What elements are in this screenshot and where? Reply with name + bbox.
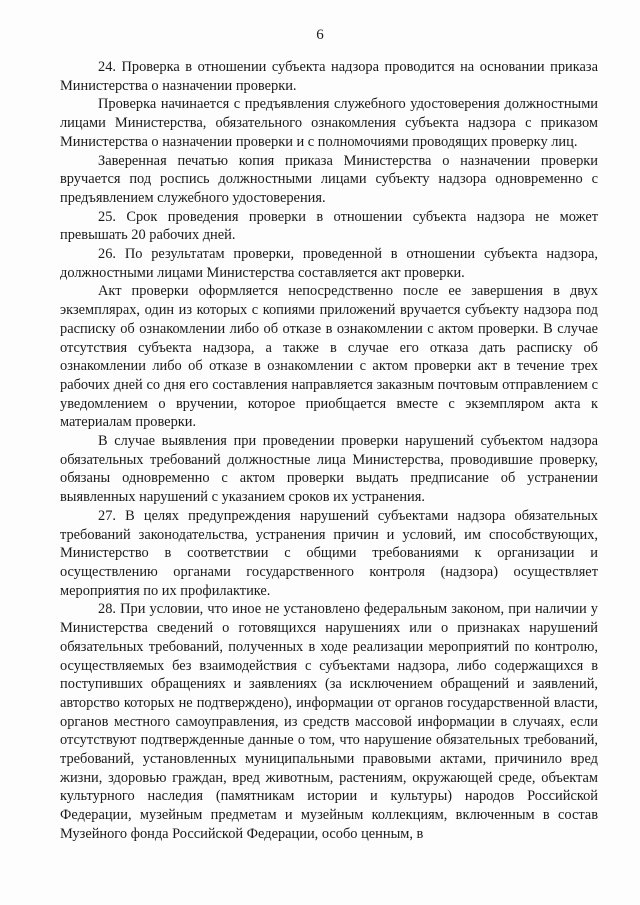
paragraph-violations: В случае выявления при проведении проверки нарушений субъектом надзора обязательных требований должностные лица Министерства, проводившие проверку, обязаны одновременно с актом проверки выдать предписание об устранении выявленных нарушений с указанием сроков их устранения. — [60, 433, 598, 506]
document-body — [60, 58, 598, 844]
paragraph-27: 27. В целях предупреждения нарушений субъектами надзора обязательных требований законодательства, устранения причин и условий, им способствующих, Министерство в соответствии с общими требованиями к организации и осуществлению органами государственного контроля (надзора) осуществляет мероприятия по их профилактике. — [60, 507, 598, 599]
paragraph-inspection-act: Акт проверки оформляется непосредственно после ее завершения в двух экземплярах, один из которых с копиями приложений вручается субъекту надзора под расписку об ознакомлении либо об отказе в ознакомлении с актом проверки. В случае отсутствия субъекта надзора, а также в случае его отказа дать расписку об ознакомлении либо об отказе в ознакомлении с актом проверки акт в течение трех рабочих дней со дня его составления направляется заказным почтовым отправлением с уведомлением о вручении, которое приобщается вместе с экземпляром акта к материалам проверки. — [60, 283, 598, 431]
paragraph-26: 26. По результатам проверки, проведенной в отношении субъекта надзора, должностными лицами Министерства составляется акт проверки. — [60, 246, 598, 281]
paragraph-28: 28. При условии, что иное не установлено федеральным законом, при наличии у Министерства сведений о готовящихся нарушениях или о признаках нарушений обязательных требований, полученных в ходе реализации мероприятий по контролю, осуществляемых без взаимодействия с субъектами надзора, либо содержащихся в поступивших обращениях и заявлениях (за исключением обращений и заявлений, авторство которых не подтверждено), информации от органов государственной власти, органов местного самоуправления, из средств массовой информации в случаях, если отсутствуют подтвержденные данные о том, что нарушение обязательных требований, требований, установленных муниципальными правовыми актами, причинило вред жизни, здоровью граждан, вред животным, растениям, окружающей среде, объектам культурного наследия (памятникам истории и культуры) народов Российской Федерации, музейным предметам и музейным коллекциям, включенным в состав Музейного фонда Российской Федерации, особо ценным, в — [60, 601, 598, 842]
paragraph-25: 25. Срок проведения проверки в отношении субъекта надзора не может превышать 20 рабочих дней. — [60, 208, 598, 244]
page-number: 6 — [316, 27, 324, 43]
paragraph-inspection-start: Проверка начинается с предъявления служебного удостоверения должностными лицами Министерства, обязательного ознакомления субъекта надзора с приказом Министерства о назначении проверки и с полномочиями проводящих проверку лиц. — [60, 96, 598, 150]
paragraph-24: 24. Проверка в отношении субъекта надзора проводится на основании приказа Министерства о назначении проверки. — [60, 59, 598, 94]
paragraph-order-copy: Заверенная печатью копия приказа Министерства о назначении проверки вручается под роспись должностными лицами субъекту надзора одновременно с предъявлением служебного удостоверения. — [60, 152, 598, 206]
